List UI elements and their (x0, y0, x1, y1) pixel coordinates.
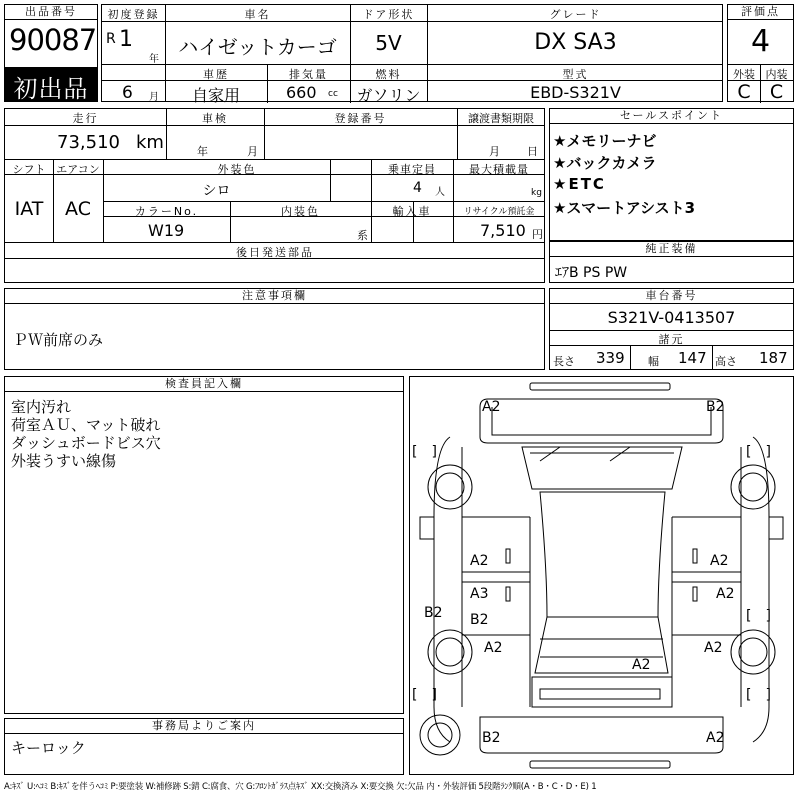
inspection-year-unit: 年 (197, 145, 208, 158)
height-label: 高さ (715, 355, 737, 368)
interior-score: C (769, 81, 784, 103)
exterior-label: 外装 (733, 68, 755, 81)
registration-block (101, 4, 723, 105)
transfer-month-unit: 月 (489, 145, 500, 158)
import-label: 輸入車 (392, 205, 432, 218)
door-label: ドア形状 (362, 8, 415, 21)
interior-label: 内装 (765, 68, 788, 81)
damage-mark: A3 (470, 586, 489, 602)
max-load-unit: kg (531, 188, 542, 198)
door-type: 5V (375, 31, 402, 55)
damage-mark: B2 (424, 605, 443, 621)
model-code-label: 型式 (562, 68, 589, 81)
office-text: キーロック (11, 739, 86, 757)
bracket-mark: [ ] (412, 687, 437, 703)
damage-mark: A2 (632, 657, 651, 673)
damage-mark: A2 (710, 553, 729, 569)
car-name-label: 車名 (244, 8, 271, 21)
model-code: EBD-S321V (530, 83, 621, 102)
first-listing-badge-text: 初出品 (13, 75, 89, 103)
ext-color-label: 外装色 (217, 163, 257, 176)
specs-label: 諸元 (658, 333, 685, 346)
damage-mark: A2 (482, 399, 501, 415)
first-reg-year: 1 (119, 27, 133, 52)
inspection-label: 車検 (202, 112, 228, 125)
damage-mark: B2 (706, 399, 725, 415)
inspection-month-unit: 月 (247, 145, 258, 158)
recycle-unit: 円 (532, 228, 543, 241)
recycle-fee: 7,510 (480, 221, 526, 240)
sales-points-block (549, 108, 794, 241)
bracket-mark: [ ] (412, 444, 437, 460)
first-listing-badge (5, 67, 97, 101)
displacement-unit: cc (328, 89, 338, 99)
bracket-mark: [ ] (746, 444, 771, 460)
fuel: ガソリン (356, 86, 421, 105)
displacement: 660 (286, 83, 317, 102)
transfer-day-unit: 日 (527, 145, 538, 158)
notes-text: ＰＷ前席のみ (13, 331, 104, 349)
max-load-label: 最大積載量 (469, 163, 529, 176)
inspector-line-2: 荷室ＡＵ、マット破れ (11, 416, 161, 434)
damage-mark: A2 (706, 730, 725, 746)
notes-block (4, 288, 545, 370)
sales-points-label: セールスポイント (550, 109, 793, 124)
chassis-number: S321V-0413507 (607, 308, 736, 327)
first-reg-month: 6 (122, 83, 133, 103)
equipment-label: 純正装備 (550, 242, 793, 257)
ext-color: シロ (202, 183, 231, 199)
shift-label: シフト (12, 163, 46, 176)
notes-label: 注意事項欄 (5, 289, 544, 304)
capacity-label: 乗車定員 (388, 163, 436, 176)
legend: A:ｷｽﾞ U:ﾍｺﾐ B:ｷｽﾞを伴うﾍｺﾐ P:要塗装 W:補修跡 S:錆 C:腐食、穴 G:ﾌﾛﾝﾄｶﾞﾗｽ点ｷｽﾞ XX:交換済み X:要交換 欠:欠品 内・外装評価 5段階ﾗﾝｸ順(A・B・C・D・E) 1 (4, 782, 597, 792)
car-outline-svg (410, 377, 793, 774)
grade-label: グレード (549, 8, 602, 21)
ac: AC (65, 198, 91, 220)
year-unit: 年 (149, 54, 159, 65)
height: 187 (759, 349, 788, 367)
inspector-line-4: 外装うすい線傷 (11, 452, 117, 470)
exterior-score: C (737, 81, 751, 103)
inspector-line-1: 室内汚れ (11, 398, 72, 416)
capacity-unit: 人 (435, 187, 445, 198)
sales-point-4: ★スマートアシスト3 (553, 199, 696, 217)
lot-number: 90087 (9, 23, 97, 57)
mileage-unit: km (136, 132, 164, 153)
month-unit: 月 (149, 92, 159, 103)
history-label: 車歴 (203, 68, 229, 81)
lot-number-box (4, 4, 98, 102)
lot-number-label: 出品番号 (5, 5, 97, 20)
mileage: 73,510 (57, 132, 120, 153)
office-label: 事務局よりご案内 (5, 719, 403, 734)
inspector-label: 検査員記入欄 (5, 377, 403, 392)
transfer-label: 譲渡書類期限 (468, 112, 534, 125)
damage-mark: A2 (484, 640, 503, 656)
grade: DX SA3 (534, 30, 617, 55)
parts-later-label: 後日発送部品 (236, 246, 314, 259)
sales-point-3: ★ETC (553, 175, 606, 193)
chassis-block (549, 288, 794, 370)
shift: IAT (14, 198, 44, 220)
equipment-value: ｴｱB PS PW (555, 265, 628, 281)
score: 4 (750, 24, 771, 59)
damage-diagram (409, 376, 794, 775)
int-color-label: 内装色 (281, 205, 320, 218)
damage-mark: A2 (704, 640, 723, 656)
capacity: 4 (413, 180, 422, 196)
inspector-line-3: ダッシュボードビス穴 (11, 434, 161, 452)
score-block (727, 4, 794, 102)
damage-mark: A2 (470, 553, 489, 569)
bracket-mark: [ ] (746, 687, 771, 703)
first-reg-label: 初度登録 (107, 8, 160, 21)
details-block (4, 108, 545, 283)
recycle-label: リサイクル預託金 (463, 207, 535, 217)
equipment-block (549, 241, 794, 283)
fuel-label: 燃料 (375, 68, 402, 81)
score-label: 評価点 (728, 5, 793, 20)
width-label: 幅 (648, 355, 659, 368)
reg-no-label: 登録番号 (334, 112, 387, 125)
displacement-label: 排気量 (289, 68, 328, 81)
length-label: 長さ (553, 355, 575, 368)
damage-mark: B2 (482, 730, 501, 746)
sales-point-2: ★バックカメラ (553, 154, 657, 172)
chassis-label: 車台番号 (550, 289, 793, 304)
int-color-unit: 系 (357, 229, 368, 242)
history: 自家用 (191, 86, 240, 105)
sales-point-1: ★メモリーナビ (553, 132, 657, 150)
width: 147 (678, 349, 707, 367)
mileage-label: 走行 (72, 112, 99, 125)
office-block (4, 718, 404, 775)
color-no-label: カラーNo. (134, 205, 199, 218)
ac-label: エアコン (56, 163, 100, 176)
car-name: ハイゼットカーゴ (178, 35, 337, 59)
damage-mark: B2 (470, 612, 489, 628)
length: 339 (596, 349, 625, 367)
damage-mark: A2 (716, 586, 735, 602)
bracket-mark: [ ] (746, 608, 771, 624)
era: R (106, 31, 116, 47)
inspector-block (4, 376, 404, 714)
color-no: W19 (148, 221, 185, 240)
